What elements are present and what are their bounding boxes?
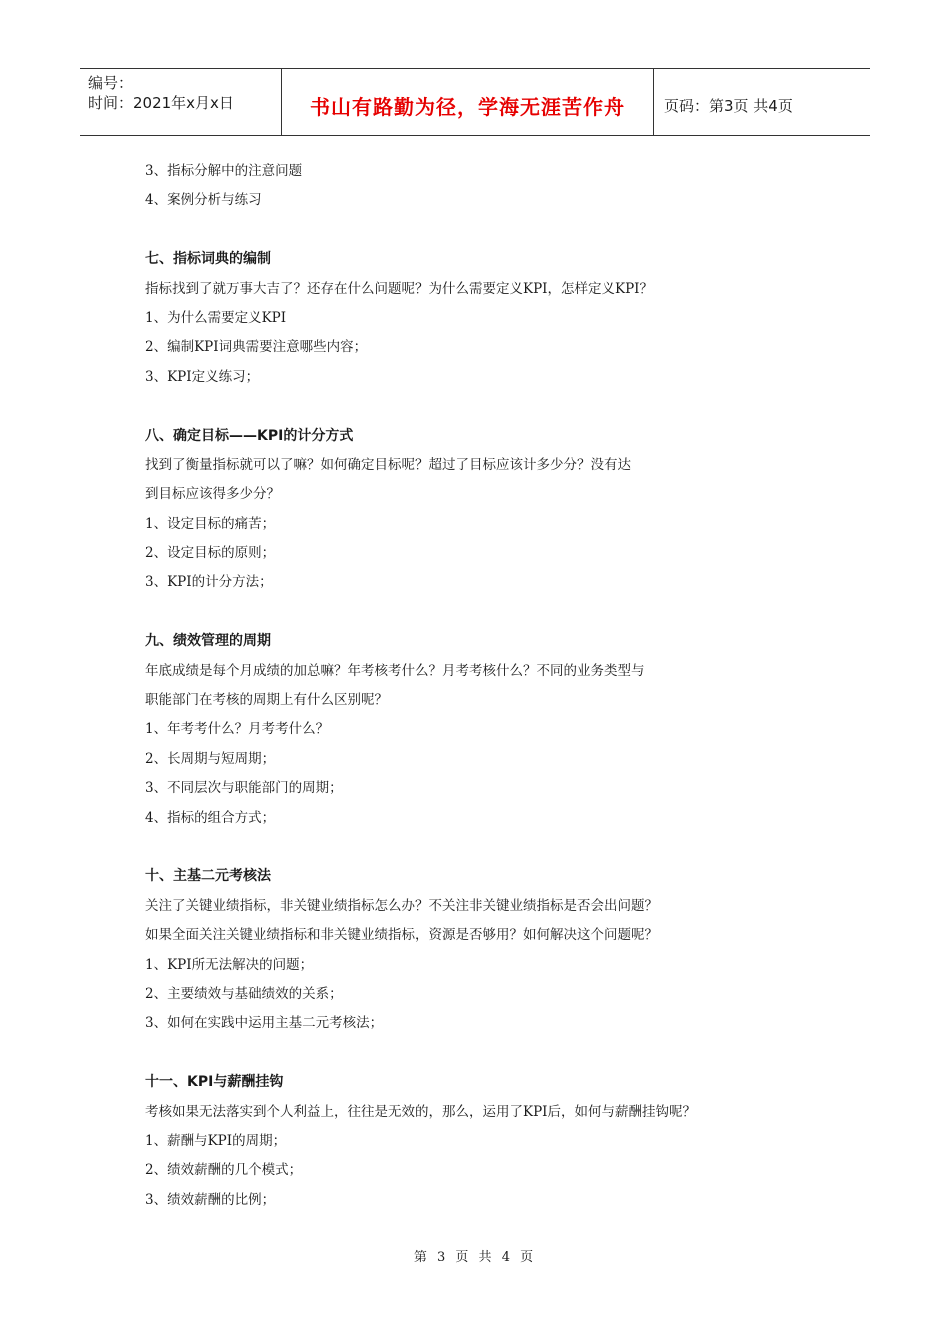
- section-paragraph: 找到了衡量指标就可以了嘛？如何确定目标呢？超过了目标应该计多少分？没有达: [145, 456, 631, 473]
- list-item: 4、指标的组合方式；: [145, 809, 276, 826]
- list-item: 2、绩效薪酬的几个模式；: [145, 1162, 303, 1179]
- header-meta: [80, 69, 282, 135]
- list-item: 3、绩效薪酬的比例；: [145, 1191, 276, 1208]
- list-item: 1、薪酬与KPI的周期；: [145, 1132, 287, 1149]
- header-page-code: 页码：第3页 共4页: [664, 96, 793, 115]
- list-item: 2、长周期与短周期；: [145, 750, 276, 767]
- list-item: 2、编制KPI词典需要注意哪些内容；: [145, 339, 368, 356]
- header-motto: 书山有路勤为径，学海无涯苦作舟: [282, 69, 654, 135]
- section-paragraph: 职能部门在考核的周期上有什么区别呢？: [145, 692, 388, 709]
- list-item: 2、设定目标的原则；: [145, 545, 276, 562]
- list-item: 3、KPI定义练习；: [145, 368, 260, 385]
- page-header: [80, 68, 870, 136]
- doc-number-label: 编号：: [88, 74, 134, 92]
- section-heading: 九、绩效管理的周期: [145, 633, 271, 650]
- spacer: [145, 833, 825, 862]
- page-footer: 第 3 页 共 4 页: [413, 1250, 537, 1265]
- list-item: 3、不同层次与职能部门的周期；: [145, 780, 343, 797]
- section-heading: 八、确定目标——KPI的计分方式: [145, 427, 354, 444]
- list-item: 1、KPI所无法解决的问题；: [145, 956, 314, 973]
- section-paragraph: 指标找到了就万事大吉了？还存在什么问题呢？为什么需要定义KPI，怎样定义KPI？: [145, 280, 654, 297]
- doc-time-label: 时间：2021年x月x日: [88, 94, 234, 112]
- section-paragraph: 年底成绩是每个月成绩的加总嘛？年考核考什么？月考考核什么？不同的业务类型与: [145, 662, 645, 679]
- list-item: 1、为什么需要定义KPI: [145, 309, 287, 326]
- list-item: 3、指标分解中的注意问题: [145, 163, 303, 179]
- section-heading: 十一、KPI与薪酬挂钩: [145, 1074, 284, 1091]
- section-heading: 七、指标词典的编制: [145, 251, 271, 268]
- section-paragraph: 考核如果无法落实到个人利益上，往往是无效的，那么，运用了KPI后，如何与薪酬挂钩呢？: [145, 1103, 697, 1120]
- list-item: 3、KPI的计分方法；: [145, 574, 273, 591]
- spacer: [145, 216, 825, 245]
- spacer: [145, 1039, 825, 1068]
- list-item: 1、设定目标的痛苦；: [145, 515, 276, 532]
- section-paragraph: 如果全面关注关键业绩指标和非关键业绩指标，资源是否够用？如何解决这个问题呢？: [145, 927, 658, 944]
- list-item: 3、如何在实践中运用主基二元考核法；: [145, 1015, 384, 1032]
- section-paragraph: 关注了关键业绩指标，非关键业绩指标怎么办？不关注非关键业绩指标是否会出问题？: [145, 897, 658, 914]
- list-item: 4、案例分析与练习: [145, 192, 262, 209]
- spacer: [145, 392, 825, 421]
- list-item: 1、年考考什么？月考考什么？: [145, 721, 330, 738]
- document-body: [145, 157, 825, 1215]
- spacer: [145, 598, 825, 627]
- list-item: 2、主要绩效与基础绩效的关系；: [145, 985, 343, 1002]
- section-paragraph: 到目标应该得多少分？: [145, 486, 280, 503]
- section-heading: 十、主基二元考核法: [145, 868, 271, 885]
